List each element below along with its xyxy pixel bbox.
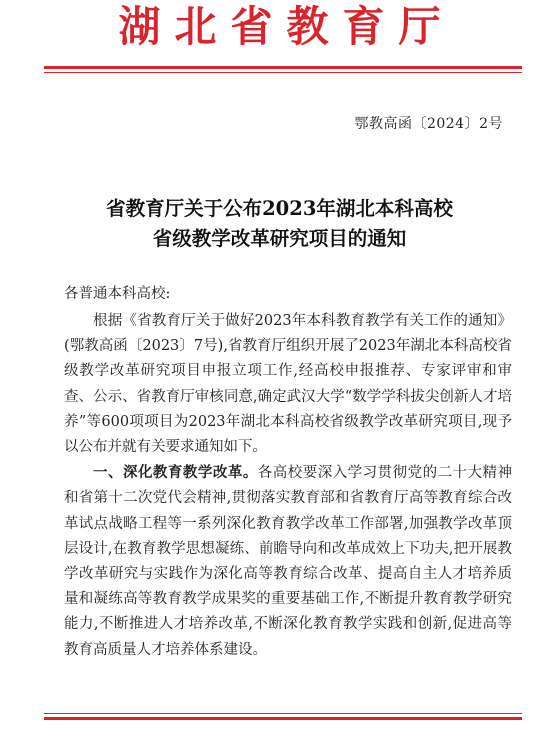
section-1-body: 各高校要深入学习贯彻党的二十大精神和省第十二次党代会精神,贯彻落实教育部和省教育厅高等教育综合改革试点战略工程等一系列深化教育教学改革工作部署,加强教学改革顶层设计,在教育教学思想凝练、前瞻导向和改革成效上下功夫,把开展教学改革研究与实践作为深化高等教育综合改革、提高自主人才培养质量和凝练高等教育教学成果奖的重要基础工作,不断提升教育教学研究能力,不断推进人才培养改革,不断深化教育教学实践和创新,促进高等教育高质量人才培养体系建设。 [64,465,512,658]
letterhead-rule-thick [44,66,522,69]
document-body [64,309,512,663]
section-1-heading: 一、深化教育教学改革。 [93,464,258,482]
document-title-line-2: 省级教学改革研究项目的通知 [152,227,407,250]
letterhead-rule-thin [44,72,522,73]
document-title-line-1: 省教育厅关于公布2023年湖北本科高校 [106,197,453,220]
salutation: 各普通本科高校: [64,286,171,302]
document-title [0,194,559,254]
letterhead-title: 湖北省教育厅 [118,2,455,51]
footer-rule-thick [44,717,522,720]
paragraph-intro: 根据《省教育厅关于做好2023年本科教育教学有关工作的通知》(鄂教高函〔2023〕7号),省教育厅组织开展了2023年湖北本科高校省级教学改革研究项目申报立项工作,经高校申报推荐、专家评审和审查、公示、省教育厅审核同意,确定武汉大学“数学学科拔尖创新人才培养”等600项项目为2023年湖北本科高校省级教学改革研究项目,现予以公布并就有关要求通知如下。 [64,313,512,456]
footer-rule-thin [44,713,522,714]
paragraph-section-1 [64,460,512,663]
document-number: 鄂教高函〔2024〕2号 [354,116,503,132]
